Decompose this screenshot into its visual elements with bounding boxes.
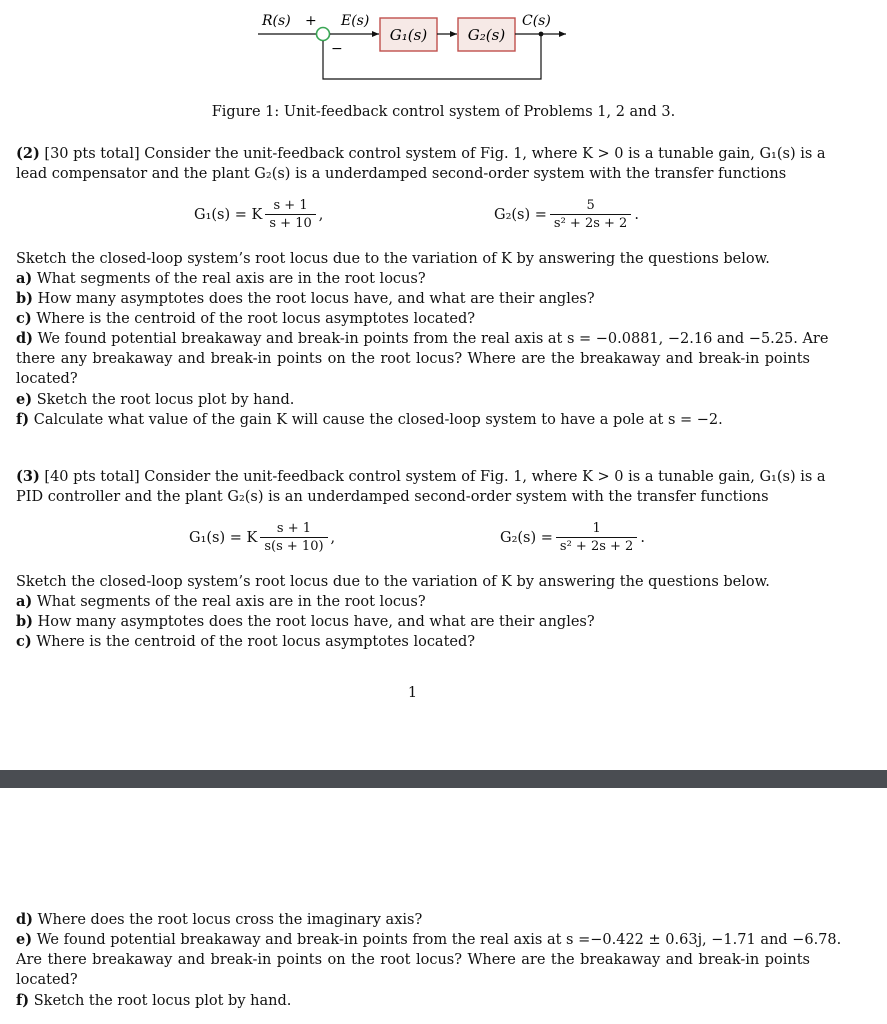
p2-g2-numerator: 5 bbox=[586, 198, 595, 213]
p3-question-a: a) What segments of the real axis are in the root locus? bbox=[16, 593, 426, 610]
p2-label: (2) bbox=[16, 145, 40, 162]
p3-question-e-line-1: e) We found potential breakaway and break-in points from the real axis at s =−0.422 ± 0.63j, −1.71 and −6.78. bbox=[16, 931, 842, 948]
label-e: E(s) bbox=[341, 13, 370, 29]
p3-label: (3) bbox=[16, 468, 40, 485]
p2-question-b: b) How many asymptotes does the root locus have, and what are their angles? bbox=[16, 290, 595, 307]
p3-eq-g1: G₁(s) = K $\frac{s + 1}{s(s + 10)}$ , bbox=[189, 521, 336, 554]
page-number: 1 bbox=[407, 685, 418, 701]
p2-g2-denominator: s² + 2s + 2 bbox=[550, 214, 631, 231]
label-r: R(s) bbox=[262, 13, 291, 29]
p2-intro-line-2: lead compensator and the plant G₂(s) is a underdamped second-order system with the transfer functions bbox=[16, 166, 787, 182]
g1-label: G₁(s) bbox=[389, 26, 428, 44]
p2-question-d-line-1: d) We found potential breakaway and break-in points from the real axis at s = −0.0881, −2.16 and −5.25. Are bbox=[16, 330, 829, 347]
label-minus: − bbox=[331, 41, 343, 57]
p2-g1-numerator: s + 1 bbox=[273, 198, 308, 213]
p2-question-e: e) Sketch the root locus plot by hand. bbox=[16, 391, 295, 408]
p3-question-c: c) Where is the centroid of the root locus asymptotes located? bbox=[16, 633, 476, 650]
p2-sketch: Sketch the closed-loop system’s root locus due to the variation of K by answering the questions below. bbox=[16, 251, 770, 267]
p3-eq-g2: G₂(s) = $\frac{1}{\text{s² + 2s + 2}}$ . bbox=[500, 521, 645, 554]
p2-question-a: a) What segments of the real axis are in the root locus? bbox=[16, 270, 426, 287]
p3-g1-numerator: s + 1 bbox=[276, 521, 311, 536]
p3-intro-line-2: PID controller and the plant G₂(s) is an underdamped second-order system with the transfer functions bbox=[16, 489, 769, 505]
p3-intro-line-1: (3) [40 pts total] Consider the unit-feedback control system of Fig. 1, where K > 0 is a tunable gain, G₁(s) is a bbox=[16, 468, 826, 485]
p3-sketch: Sketch the closed-loop system’s root locus due to the variation of K by answering the questions below. bbox=[16, 574, 770, 590]
summing-junction bbox=[317, 28, 330, 41]
p2-eq-g1: G₁(s) = K $\frac{s + 1}{s + 10}$ , bbox=[194, 198, 324, 231]
block-diagram bbox=[0, 0, 887, 90]
page-2 bbox=[0, 788, 887, 1024]
p3-question-e-line-3: located? bbox=[16, 972, 78, 988]
p2-question-f: f) Calculate what value of the gain K will cause the closed-loop system to have a pole at s = −2. bbox=[16, 411, 723, 428]
figure-caption: Figure 1: Unit-feedback control system of Problems 1, 2 and 3. bbox=[211, 104, 676, 120]
p3-question-e-line-2: Are there breakaway and break-in points on the root locus? Where are the breakaway and break-in points bbox=[16, 952, 810, 968]
label-plus: + bbox=[305, 13, 317, 29]
label-c: C(s) bbox=[522, 13, 551, 29]
p2-question-d-line-3: located? bbox=[16, 371, 78, 387]
p3-question-b: b) How many asymptotes does the root locus have, and what are their angles? bbox=[16, 613, 595, 630]
p2-intro-line-1: (2) [30 pts total] Consider the unit-feedback control system of Fig. 1, where K > 0 is a tunable gain, G₁(s) is a bbox=[16, 145, 826, 162]
p3-g2-denominator: s² + 2s + 2 bbox=[556, 537, 637, 554]
p2-question-d-line-2: there any breakaway and break-in points on the root locus? Where are the breakaway and break-in points bbox=[16, 351, 810, 367]
p3-g1-denominator: s(s + 10) bbox=[260, 537, 327, 554]
p3-g2-numerator: 1 bbox=[592, 521, 601, 536]
p2-question-c: c) Where is the centroid of the root locus asymptotes located? bbox=[16, 310, 476, 327]
g2-label: G₂(s) bbox=[467, 26, 506, 44]
p2-g1-denominator: s + 10 bbox=[265, 214, 315, 231]
p3-question-d: d) Where does the root locus cross the imaginary axis? bbox=[16, 911, 423, 928]
p2-eq-g2: G₂(s) = $\frac{5}{\text{s² + 2s + 2}}$ . bbox=[494, 198, 639, 231]
p3-question-f: f) Sketch the root locus plot by hand. bbox=[16, 992, 292, 1009]
page-separator bbox=[0, 770, 887, 788]
